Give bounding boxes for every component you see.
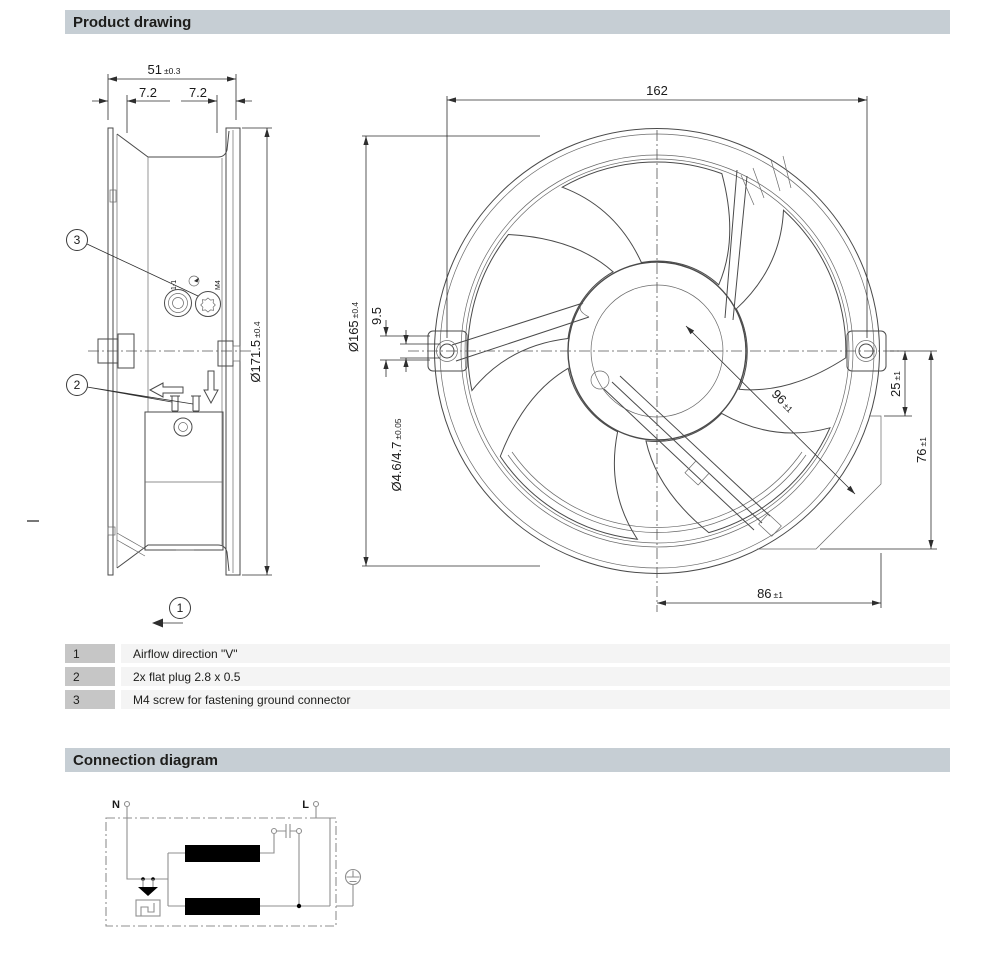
svg-text:Ø4.6/4.7±0.05 [389,418,404,491]
thermal-contact-icon [138,887,158,896]
flat-plugs [170,396,201,411]
dim-25 [884,351,937,416]
svg-text:51±0.3 [148,62,181,77]
m4-label: M4 [215,280,222,290]
product-drawing-title: Product drawing [73,13,192,31]
connection-diagram-title: Connection diagram [73,751,219,769]
svg-text:Ø165±0.4 [346,302,361,353]
svg-text:96±1 [769,386,798,415]
side-view-motor [145,412,223,550]
terminal-l-icon [314,802,319,807]
dim-162-value: 162 [646,83,668,98]
dim-76-value: 76 [914,448,929,463]
torx-icon [201,298,216,312]
front-view [346,83,937,612]
dim-7-2 [92,85,252,133]
balloon-1-label: 1 [176,601,184,615]
dim-25-value: 25 [888,382,903,397]
dim-76 [820,351,937,549]
legend-description: 2x flat plug 2.8 x 0.5 [121,667,950,686]
legend-description: M4 screw for fastening ground connector [121,690,950,709]
legend-number: 2 [65,667,115,686]
dim-171-5-tol: ±0.4 [252,321,262,338]
legend-table [65,644,950,713]
legend-number: 3 [65,690,115,709]
svg-text:76±1 [914,437,929,463]
dim-76-tol: ±1 [918,437,928,447]
svg-text:86±1 [757,586,783,601]
capacitor-branch [260,824,302,906]
rotation-arrow-icon [150,383,183,397]
legend-description: Airflow direction "V" [121,644,950,663]
legend-row-1 [65,644,950,663]
balloon-1 [152,598,191,628]
dim-7-2-left: 7.2 [138,85,158,100]
airflow-arrow-icon [204,371,218,403]
dim-86 [657,553,881,608]
dim-7-2-right: 7.2 [188,85,208,100]
dim-4-6-tol: ±0.05 [393,418,403,440]
airflow-direction-arrow-icon [152,619,163,628]
dim-25-tol: ±1 [892,371,902,381]
dim-96-tol: ±1 [781,400,795,415]
product-drawing-canvas [0,36,1000,636]
direction-arrows [150,371,218,403]
dim-171-5 [242,128,272,575]
side-view-housing [108,128,240,575]
dim-4-6 [389,330,440,492]
balloon-3 [67,230,199,297]
neutral-branch [127,807,168,917]
winding-main [185,845,260,862]
dim-86-value: 86 [757,586,772,601]
legend-row-2 [65,667,950,686]
dim-9-5-value: 9.5 [369,306,384,326]
terminal-l-label: L [302,799,309,811]
terminal-n-icon [125,802,130,807]
winding-common-bus [168,853,185,906]
dim-165-tol: ±0.4 [350,301,360,319]
balloon-2 [67,375,194,405]
protective-earth [336,870,361,907]
terminal-n-label: N [112,799,120,811]
connection-diagram-canvas [0,780,420,950]
dim-86-tol: ±1 [773,590,783,600]
section-label: 1-1 [171,279,178,290]
balloon-2-label: 2 [73,378,81,392]
svg-text:25±1 [888,371,903,397]
legend-row-3 [65,690,950,709]
dim-165-value: Ø165 [346,320,361,353]
ground-screw-detail [165,276,223,317]
dim-96-value: 96 [768,386,790,408]
legend-number: 1 [65,644,115,663]
svg-text:Ø171.5±0.4 [248,321,263,382]
product-drawing-header [65,10,950,34]
capacitor-icon [277,824,297,838]
dim-51-tol: ±0.3 [163,66,181,76]
balloon-3-label: 3 [73,233,81,247]
dim-51-value: 51 [147,62,162,77]
line-branch [260,807,330,909]
dim-4-6-value: Ø4.6/4.7 [389,441,404,492]
side-view-plug-housing [218,341,240,366]
side-view [67,62,273,628]
dim-171-5-value: Ø171.5 [248,339,263,383]
connection-diagram-header [65,748,950,772]
winding-aux [185,898,260,915]
dim-9-5 [369,307,430,377]
